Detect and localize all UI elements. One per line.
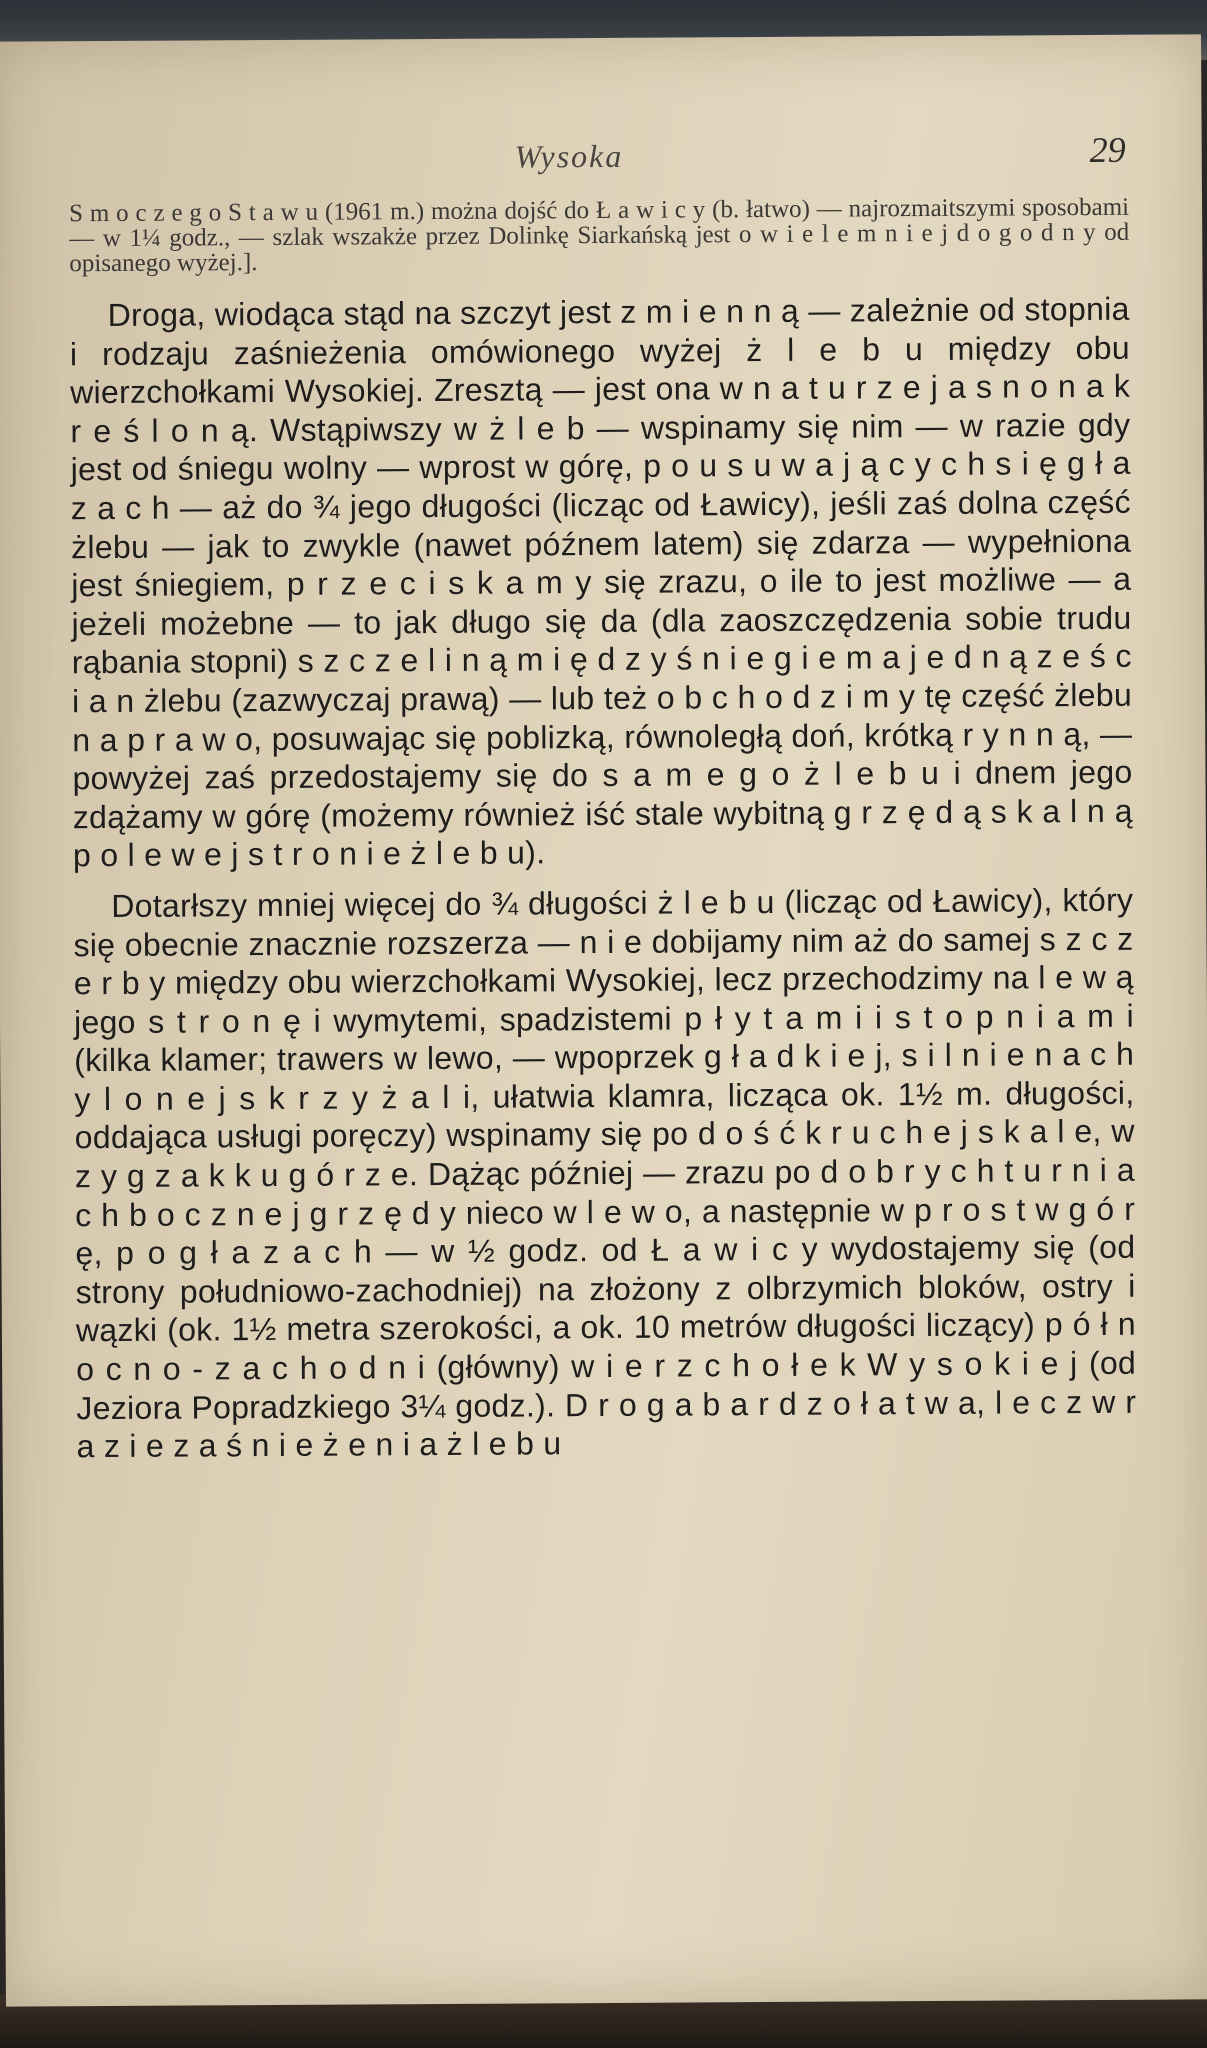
paragraph: Droga, wiodąca stąd na szczyt jest z m i e n n ą — zależnie od stopnia i rodzaju zaśnieżenia omówionego wyżej ż l e b u między obu wierzchołkami Wysokiej. Zresztą — jest ona w n a t u r z e j a s n o n a k r e ś l o n ą. Wstąpiwszy w ż l e b — wspinamy się nim — w razie gdy jest od śniegu wolny — wprost w górę, p o u s u w a j ą c y c h s i ę g ł a z a c h — aż do ¾ jego długości (licząc od Ławicy), jeśli zaś dolna część żlebu — jak to zwykle (nawet późnem latem) się zdarza — wypełniona jest śniegiem, p r z e c i s k a m y się zrazu, o ile to jest możliwe — a jeżeli możebne — to jak długo się da (dla zaoszczędzenia sobie trudu rąbania stopni) s z c z e l i n ą m i ę d z y ś n i e g i e m a j e d n ą z e ś c i a n żlebu (zazwyczaj prawą) — lub też o b c h o d z i m y tę część żlebu n a p r a w o, posuwając się poblizką, równoległą doń, krótką r y n n ą, — powyżej zaś przedostajemy się do s a m e g o ż l e b u i dnem jego zdążamy w górę (możemy również iść stale wybitną g r z ę d ą s k a l n ą p o l e w e j s t r o n i e ż l e b u).: [69, 290, 1133, 874]
book-page: [0, 34, 1207, 2006]
footnote-continuation: S m o c z e g o S t a w u (1961 m.) można dojść do Ł a w i c y (b. łatwo) — najrozmaitszymi sposobami — w 1¼ godz., — szlak wszakże przez Dolinkę Siarkańską jest o w i e l e m n i e j d o g o d n y od opisanego wyżej.].: [68, 193, 1130, 278]
page-title: Wysoka: [514, 137, 624, 175]
running-head: [0, 129, 1202, 181]
page-content: [69, 195, 1137, 1478]
page-number: 29: [1089, 129, 1126, 171]
paragraph: Dotarłszy mniej więcej do ¾ długości ż l e b u (licząc od Ławicy), który się obecnie znacznie rozszerza — n i e dobijamy nim aż do samej s z c z e r b y między obu wierzchołkami Wysokiej, lecz przechodzimy na l e w ą jego s t r o n ę i wymytemi, spadzistemi p ł y t a m i i s t o p n i a m i (kilka klamer; trawers w lewo, — wpoprzek g ł a d k i e j, s i l n i e n a c h y l o n e j s k r z y ż a l i, ułatwia klamra, licząca ok. 1½ m. długości, oddająca usługi poręczy) wspinamy się po d o ś ć k r u c h e j s k a l e, w z y g z a k k u g ó r z e. Dążąc później — zrazu po d o b r y c h t u r n i a c h b o c z n e j g r z ę d y nieco w l e w o, a następnie w p r o s t w g ó r ę, p o g ł a z a c h — w ½ godz. od Ł a w i c y wydostajemy się (od strony południowo-zachodniej) na złożony z olbrzymich bloków, ostry i wązki (ok. 1½ metra szerokości, a ok. 10 metrów długości liczący) p ó ł n o c n o - z a c h o d n i (główny) w i e r z c h o ł e k W y s o k i e j (od Jeziora Popradzkiego 3¼ godz.). D r o g a b a r d z o ł a t w a, l e c z w r a z i e z a ś n i e ż e n i a ż l e b u: [73, 881, 1137, 1465]
